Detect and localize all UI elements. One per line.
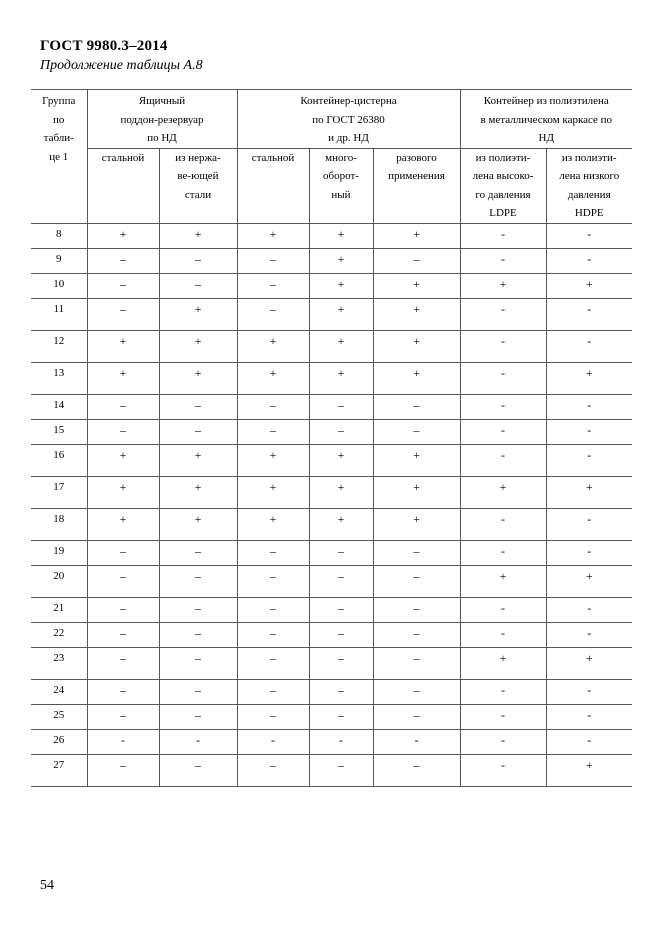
suitability-cell: -: [546, 419, 632, 444]
table-row: [31, 597, 632, 622]
suitability-cell: –: [237, 540, 309, 565]
suitability-cell: –: [87, 273, 159, 298]
group-number-cell: 21: [31, 597, 87, 622]
suitability-cell: –: [159, 419, 237, 444]
suitability-cell: +: [87, 362, 159, 394]
suitability-cell: -: [460, 597, 546, 622]
table-row: [31, 330, 632, 362]
suitability-cell: +: [546, 362, 632, 394]
suitability-cell: –: [237, 394, 309, 419]
suitability-cell: –: [373, 622, 460, 647]
header-line: Ящичный: [138, 95, 186, 107]
table-row: [31, 679, 632, 704]
suitability-cell: +: [159, 508, 237, 540]
subheader-line: лена низкого: [559, 170, 620, 182]
subheader-line: из нержа-: [175, 151, 221, 164]
container-suitability-table: [31, 89, 632, 787]
suitability-cell: –: [309, 394, 373, 419]
subheader-line: из полиэти-: [561, 151, 617, 164]
header-line: и др. НД: [328, 132, 369, 144]
suitability-cell: +: [309, 273, 373, 298]
table-row: [31, 248, 632, 273]
subheader-line: много-: [325, 151, 357, 164]
table-row: [31, 622, 632, 647]
group-number-cell: 9: [31, 248, 87, 273]
suitability-cell: -: [460, 704, 546, 729]
subheader-single-use: [373, 148, 460, 223]
group-number-cell: 10: [31, 273, 87, 298]
subheader-line: стальной: [101, 151, 145, 164]
suitability-cell: +: [237, 223, 309, 248]
suitability-cell: +: [309, 476, 373, 508]
table-row: [31, 540, 632, 565]
suitability-cell: +: [460, 647, 546, 679]
suitability-cell: -: [460, 362, 546, 394]
suitability-cell: –: [237, 248, 309, 273]
document-title: ГОСТ 9980.3–2014: [40, 38, 168, 54]
suitability-cell: -: [546, 248, 632, 273]
suitability-cell: +: [373, 444, 460, 476]
suitability-cell: +: [87, 508, 159, 540]
suitability-cell: –: [87, 704, 159, 729]
suitability-cell: -: [546, 223, 632, 248]
suitability-cell: –: [159, 248, 237, 273]
suitability-cell: –: [87, 622, 159, 647]
suitability-cell: –: [373, 394, 460, 419]
suitability-cell: –: [87, 540, 159, 565]
suitability-cell: +: [373, 330, 460, 362]
suitability-cell: +: [237, 444, 309, 476]
suitability-cell: –: [309, 754, 373, 786]
suitability-cell: –: [309, 679, 373, 704]
suitability-cell: –: [237, 273, 309, 298]
suitability-cell: +: [309, 223, 373, 248]
group-number-cell: 22: [31, 622, 87, 647]
suitability-cell: -: [460, 419, 546, 444]
suitability-cell: +: [460, 565, 546, 597]
subheader-reusable: [309, 148, 373, 223]
header-line: поддон-резервуар: [120, 113, 204, 126]
subheader-steel-tank: [237, 148, 309, 223]
group-number-cell: 17: [31, 476, 87, 508]
suitability-cell: –: [309, 647, 373, 679]
suitability-cell: +: [546, 476, 632, 508]
suitability-cell: +: [373, 273, 460, 298]
header-pallet-tank: [87, 90, 237, 149]
suitability-cell: –: [237, 298, 309, 330]
suitability-cell: –: [87, 565, 159, 597]
header-line: в металлическом каркасе по: [480, 113, 613, 126]
suitability-cell: –: [87, 419, 159, 444]
suitability-cell: -: [546, 508, 632, 540]
suitability-cell: +: [237, 508, 309, 540]
subheader-line: ный: [331, 188, 351, 201]
suitability-cell: +: [546, 565, 632, 597]
suitability-cell: -: [460, 729, 546, 754]
group-number-cell: 26: [31, 729, 87, 754]
table-row: [31, 565, 632, 597]
group-number-cell: 15: [31, 419, 87, 444]
table-row: [31, 419, 632, 444]
suitability-cell: -: [546, 330, 632, 362]
suitability-cell: –: [373, 565, 460, 597]
suitability-cell: +: [373, 298, 460, 330]
table-row: [31, 754, 632, 786]
header-line: НД: [538, 132, 554, 144]
group-number-cell: 27: [31, 754, 87, 786]
suitability-cell: -: [460, 622, 546, 647]
suitability-cell: –: [87, 754, 159, 786]
suitability-cell: –: [87, 248, 159, 273]
group-header-line: Группа: [42, 95, 76, 107]
table-row: [31, 647, 632, 679]
page-number: 54: [40, 878, 54, 893]
group-number-cell: 11: [31, 298, 87, 330]
suitability-cell: –: [159, 754, 237, 786]
suitability-cell: -: [460, 540, 546, 565]
subheader-line: разового: [396, 151, 437, 164]
subheader-line: лена высоко-: [472, 170, 534, 182]
suitability-cell: +: [373, 476, 460, 508]
table-row: [31, 394, 632, 419]
suitability-cell: –: [87, 298, 159, 330]
subheader-line: LDPE: [489, 207, 517, 219]
suitability-cell: –: [159, 597, 237, 622]
suitability-cell: –: [237, 704, 309, 729]
subheader-line: оборот-: [323, 170, 359, 182]
suitability-cell: -: [546, 597, 632, 622]
subheader-hdpe: [546, 148, 632, 223]
suitability-cell: -: [87, 729, 159, 754]
table-body: [31, 223, 632, 786]
suitability-cell: –: [237, 647, 309, 679]
suitability-cell: +: [373, 508, 460, 540]
suitability-cell: +: [237, 476, 309, 508]
suitability-cell: +: [309, 508, 373, 540]
suitability-cell: +: [87, 330, 159, 362]
subheader-line: стали: [184, 188, 212, 201]
header-line: по НД: [147, 132, 177, 144]
suitability-cell: +: [237, 330, 309, 362]
suitability-cell: -: [460, 248, 546, 273]
subheader-steel: [87, 148, 159, 223]
table-row: [31, 476, 632, 508]
table-row: [31, 298, 632, 330]
suitability-cell: +: [460, 476, 546, 508]
suitability-cell: –: [237, 419, 309, 444]
suitability-cell: –: [309, 565, 373, 597]
suitability-cell: +: [373, 223, 460, 248]
header-line: Контейнер-цистерна: [300, 95, 397, 107]
suitability-cell: –: [373, 248, 460, 273]
suitability-cell: –: [237, 679, 309, 704]
suitability-cell: +: [159, 223, 237, 248]
table-continuation-caption: Продолжение таблицы А.8: [40, 58, 203, 73]
suitability-cell: +: [159, 330, 237, 362]
suitability-cell: +: [546, 273, 632, 298]
suitability-cell: –: [87, 394, 159, 419]
subheader-line: HDPE: [574, 207, 604, 219]
suitability-cell: -: [546, 298, 632, 330]
group-number-cell: 12: [31, 330, 87, 362]
subheader-ldpe: [460, 148, 546, 223]
table-row: [31, 362, 632, 394]
suitability-cell: –: [159, 540, 237, 565]
suitability-cell: +: [87, 444, 159, 476]
suitability-cell: +: [87, 223, 159, 248]
header-polyethylene-container: [460, 90, 632, 149]
suitability-cell: –: [309, 540, 373, 565]
suitability-cell: +: [237, 362, 309, 394]
group-number-cell: 19: [31, 540, 87, 565]
suitability-cell: -: [546, 704, 632, 729]
suitability-cell: –: [237, 597, 309, 622]
table-row: [31, 729, 632, 754]
suitability-cell: +: [546, 754, 632, 786]
suitability-cell: –: [237, 754, 309, 786]
group-header-line: табли-: [43, 132, 74, 144]
suitability-cell: –: [159, 565, 237, 597]
suitability-cell: +: [309, 330, 373, 362]
table-row: [31, 223, 632, 248]
suitability-cell: -: [460, 394, 546, 419]
suitability-cell: –: [309, 704, 373, 729]
group-header-line: це 1: [49, 150, 69, 163]
suitability-cell: –: [87, 679, 159, 704]
suitability-cell: –: [159, 622, 237, 647]
subheader-line: применения: [388, 170, 445, 182]
suitability-cell: –: [373, 540, 460, 565]
suitability-cell: –: [309, 597, 373, 622]
suitability-cell: –: [159, 679, 237, 704]
subheader-line: стальной: [251, 151, 295, 164]
subheader-line: давления: [567, 188, 611, 201]
suitability-cell: –: [309, 622, 373, 647]
suitability-cell: –: [373, 419, 460, 444]
suitability-cell: –: [373, 679, 460, 704]
subheader-line: ве-ющей: [177, 170, 219, 182]
suitability-cell: +: [159, 444, 237, 476]
suitability-cell: –: [309, 419, 373, 444]
suitability-cell: -: [373, 729, 460, 754]
suitability-cell: -: [460, 754, 546, 786]
suitability-cell: –: [159, 394, 237, 419]
suitability-cell: –: [159, 704, 237, 729]
suitability-cell: -: [546, 394, 632, 419]
suitability-cell: +: [309, 444, 373, 476]
header-line: по ГОСТ 26380: [312, 113, 385, 126]
suitability-cell: -: [159, 729, 237, 754]
group-number-cell: 13: [31, 362, 87, 394]
suitability-cell: -: [546, 622, 632, 647]
group-number-cell: 23: [31, 647, 87, 679]
suitability-cell: –: [373, 754, 460, 786]
group-number-cell: 24: [31, 679, 87, 704]
group-number-cell: 20: [31, 565, 87, 597]
group-number-cell: 18: [31, 508, 87, 540]
table-row: [31, 444, 632, 476]
suitability-cell: +: [159, 476, 237, 508]
suitability-cell: -: [546, 444, 632, 476]
suitability-cell: -: [237, 729, 309, 754]
suitability-cell: -: [460, 298, 546, 330]
suitability-cell: –: [159, 273, 237, 298]
suitability-cell: –: [373, 597, 460, 622]
suitability-cell: -: [309, 729, 373, 754]
header-line: Контейнер из полиэтилена: [483, 95, 609, 107]
suitability-cell: -: [460, 679, 546, 704]
suitability-cell: –: [373, 647, 460, 679]
header-tank-container: [237, 90, 460, 149]
suitability-cell: +: [309, 298, 373, 330]
suitability-cell: -: [460, 508, 546, 540]
table-row: [31, 704, 632, 729]
group-column-header: [31, 90, 87, 224]
suitability-cell: +: [309, 248, 373, 273]
subheader-line: из полиэти-: [475, 151, 531, 164]
group-header-line: по: [53, 113, 65, 126]
suitability-cell: +: [309, 362, 373, 394]
suitability-cell: -: [546, 540, 632, 565]
suitability-cell: +: [159, 362, 237, 394]
suitability-cell: -: [460, 223, 546, 248]
suitability-cell: +: [87, 476, 159, 508]
group-number-cell: 25: [31, 704, 87, 729]
table-row: [31, 508, 632, 540]
suitability-cell: –: [87, 597, 159, 622]
suitability-cell: –: [373, 704, 460, 729]
suitability-cell: –: [87, 647, 159, 679]
group-number-cell: 14: [31, 394, 87, 419]
group-number-cell: 8: [31, 223, 87, 248]
suitability-cell: –: [237, 565, 309, 597]
suitability-cell: +: [546, 647, 632, 679]
suitability-cell: -: [460, 444, 546, 476]
suitability-cell: +: [159, 298, 237, 330]
suitability-cell: –: [159, 647, 237, 679]
group-number-cell: 16: [31, 444, 87, 476]
suitability-cell: +: [460, 273, 546, 298]
table-row: [31, 273, 632, 298]
suitability-cell: -: [460, 330, 546, 362]
subheader-stainless: [159, 148, 237, 223]
suitability-cell: -: [546, 729, 632, 754]
suitability-cell: +: [373, 362, 460, 394]
subheader-line: го давления: [475, 188, 531, 201]
suitability-cell: –: [237, 622, 309, 647]
suitability-cell: -: [546, 679, 632, 704]
